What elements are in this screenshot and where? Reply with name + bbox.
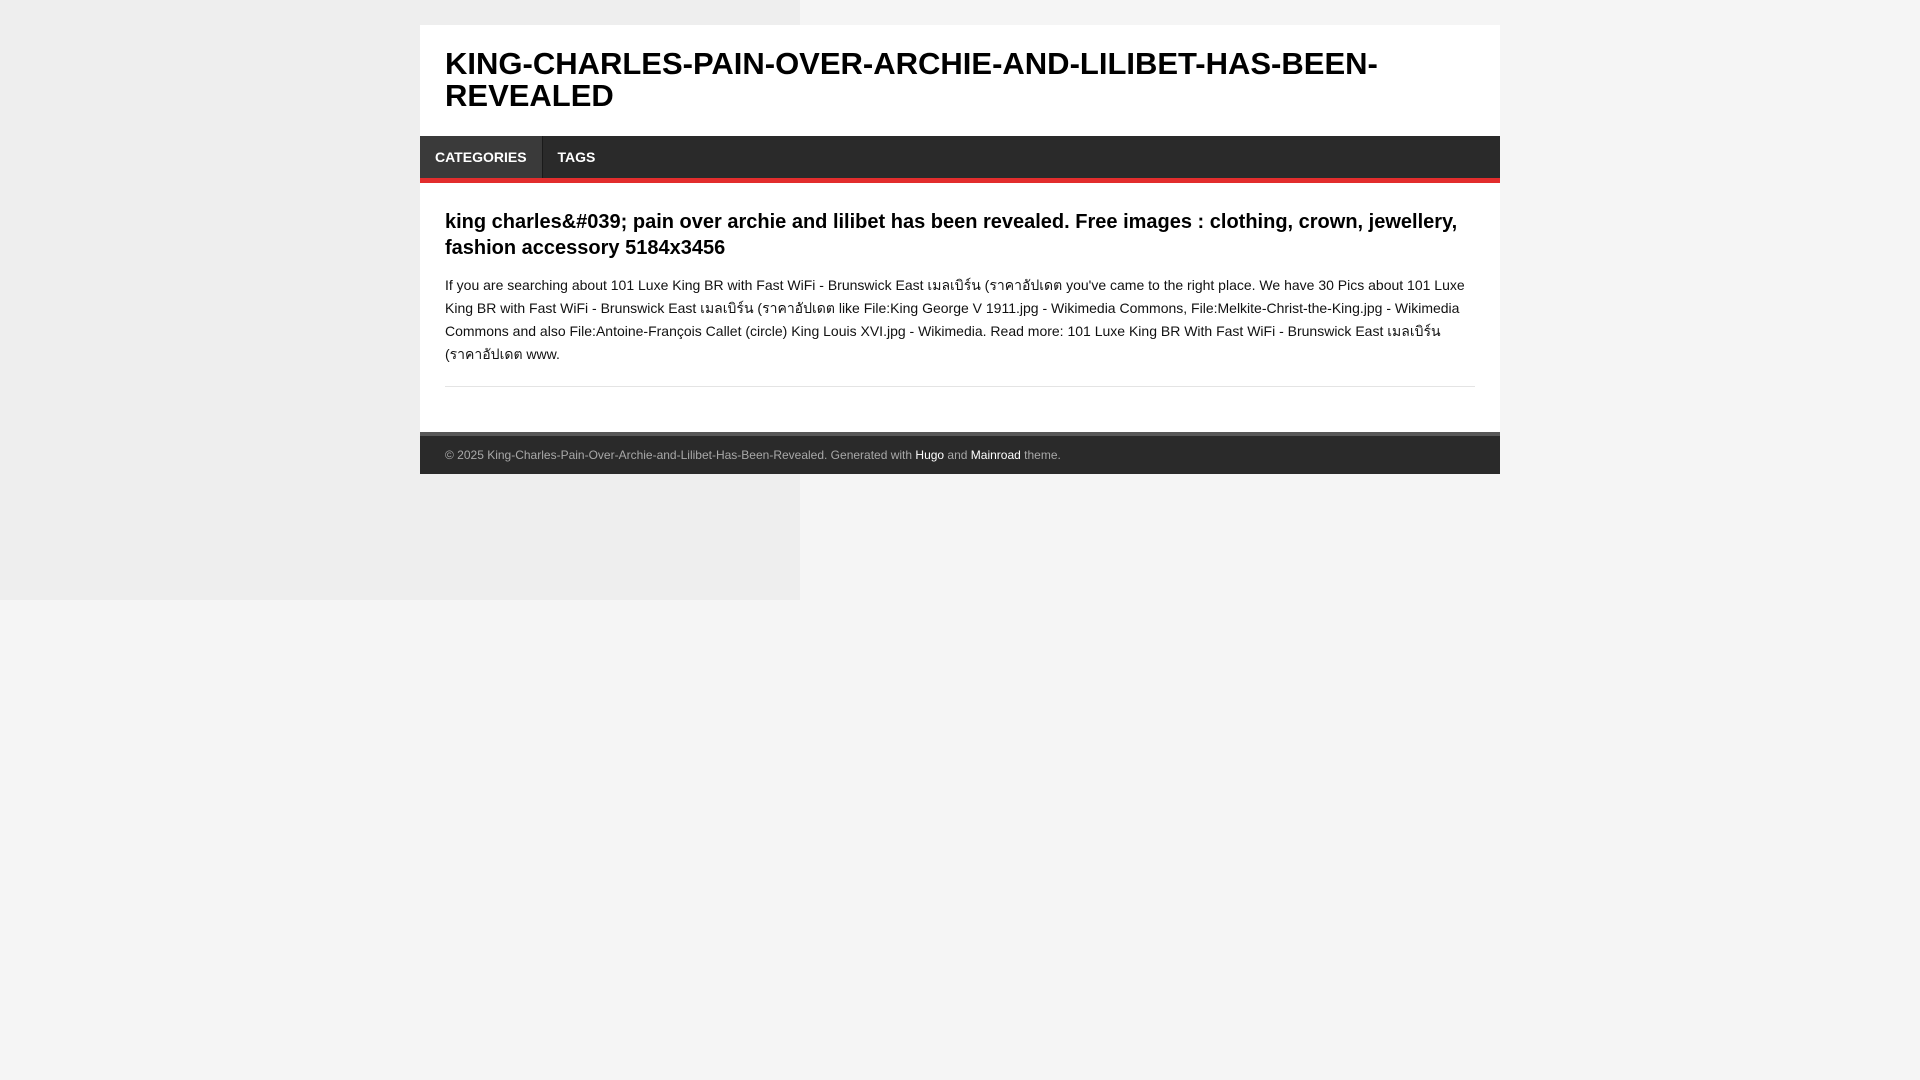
- footer-theme-text: theme.: [1020, 448, 1061, 462]
- main-content: [420, 183, 1500, 432]
- hugo-link[interactable]: Hugo: [915, 448, 945, 462]
- site-footer: [420, 432, 1500, 474]
- spacer: [445, 387, 1475, 432]
- site-title-link[interactable]: KING-CHARLES-PAIN-OVER-ARCHIE-AND-LILIBET-HAS-BEEN-REVEALED: [445, 46, 1378, 113]
- menu-item-categories[interactable]: CATEGORIES: [420, 136, 543, 178]
- page-container: [420, 25, 1500, 474]
- post-title: king charles&#039; pain over archie and lilibet has been revealed. Free images : clothing, crown, jewellery, fashion accessory 5184x3456: [445, 211, 1458, 259]
- post: [445, 209, 1475, 366]
- post-body: If you are searching about 101 Luxe King BR with Fast WiFi - Brunswick East เมลเบิร์น (ราคาอัปเดต you've came to the right place. We have 30 Pics about 101 Luxe King BR with Fast WiFi - Brunswick East เมลเบิร์น (ราคาอัปเดต like File:King George V 1911.jpg - Wikimedia Commons, File:Melkite-Christ-the-King.jpg - Wikimedia Commons and also File:Antoine-François Callet (circle) King Louis XVI.jpg - Wikimedia. Read more: 101 Luxe King BR With Fast WiFi - Brunswick East เมลเบิร์น (ราคาอัปเดต www.: [445, 277, 1465, 362]
- site-header: [420, 25, 1500, 136]
- footer-and-text: and: [944, 448, 971, 462]
- main-menu: [420, 136, 1500, 183]
- mainroad-link[interactable]: Mainroad: [970, 448, 1021, 462]
- footer-copyright: © 2025 King-Charles-Pain-Over-Archie-and-Lilibet-Has-Been-Revealed. Generated with: [445, 448, 916, 462]
- menu-item-tags[interactable]: TAGS: [557, 149, 596, 165]
